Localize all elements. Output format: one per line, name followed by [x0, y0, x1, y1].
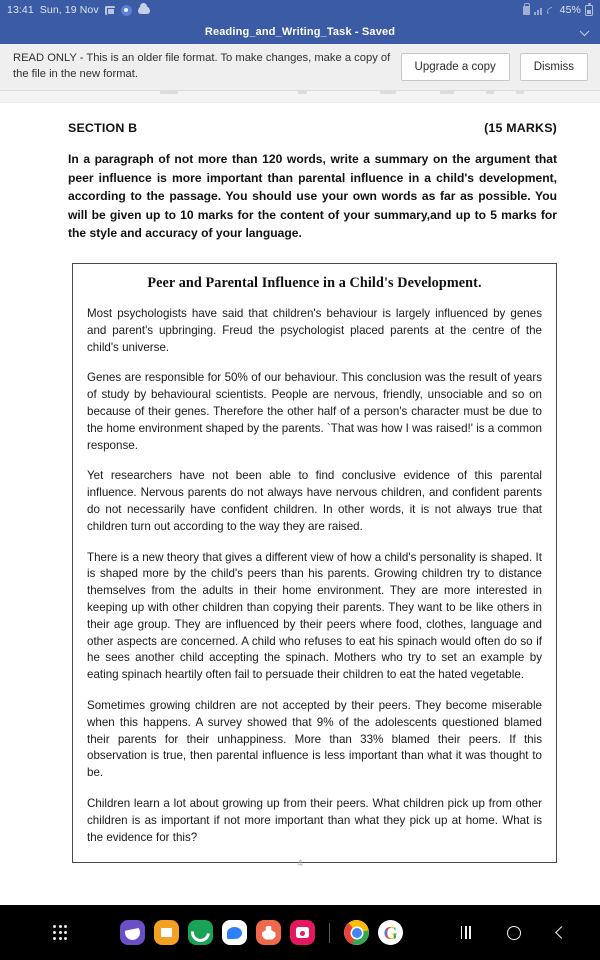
- screenshot-icon: [105, 6, 115, 15]
- dock-divider: [329, 923, 330, 943]
- section-marks-label: (15 MARKS): [484, 121, 557, 135]
- recents-button[interactable]: [461, 926, 471, 939]
- passage-paragraph: Children learn a lot about growing up from their peers. What children pick up from other children is as important if not more important than what they pick up at home. What is the evidence for this?: [87, 796, 542, 844]
- status-bar-left: [7, 4, 150, 16]
- passage-paragraph: Genes are responsible for 50% of our behaviour. This conclusion was the result of years of study by behavioural scientists. People are nervous, friendly, unsociable and so on because of their genes. Therefore the other half of a person's character must be due to the home environment shaped by the parents. `That was how I was raised!' is a common response.: [87, 371, 542, 452]
- google-glyph: G: [383, 922, 398, 943]
- document-page[interactable]: [0, 103, 600, 911]
- android-navigation-bar: [461, 926, 600, 940]
- document-title-bar: [0, 20, 600, 44]
- my-files-icon[interactable]: [154, 920, 179, 945]
- disc-icon: [121, 5, 132, 16]
- status-bar-right: [523, 4, 593, 16]
- passage-paragraph: Most psychologists have said that children's behaviour is largely influenced by genes and parent's upbringing. Freud the psychologist placed parents at the centre of the child's universe.: [87, 307, 542, 354]
- dismiss-button[interactable]: Dismiss: [520, 53, 588, 81]
- read-only-banner: [0, 44, 600, 91]
- lock-icon: [523, 6, 530, 15]
- samsung-internet-icon[interactable]: [120, 920, 145, 945]
- signal-icon: [534, 6, 542, 15]
- wifi-icon: [546, 6, 556, 14]
- instagram-icon[interactable]: [290, 920, 315, 945]
- page-number: 4: [297, 858, 303, 869]
- instruction-text: In a paragraph of not more than 120 words, write a summary on the argument that peer influence is more important than parental influence in a child's development, according to the passage. You should use your own words as far as possible. You will be given up to 10 marks for the content of your summary,and up to 5 marks for the style and accuracy of your language.: [68, 152, 557, 241]
- upgrade-a-copy-button[interactable]: Upgrade a copy: [401, 53, 510, 81]
- section-header-row: [68, 121, 560, 135]
- battery-icon: [585, 5, 593, 16]
- document-toolbar-strip[interactable]: [0, 91, 600, 103]
- chevron-down-icon[interactable]: [580, 26, 590, 36]
- taskbar-dock: [120, 920, 403, 945]
- status-date: Sun, 19 Nov: [39, 4, 99, 16]
- contacts-icon[interactable]: [256, 920, 281, 945]
- status-bar: [0, 0, 600, 20]
- passage-box: [72, 263, 557, 863]
- messages-icon[interactable]: [222, 920, 247, 945]
- document-content: [0, 103, 600, 863]
- battery-percent-label: 45%: [559, 4, 581, 16]
- back-button[interactable]: [555, 926, 568, 939]
- read-only-message: READ ONLY - This is an older file format. To make changes, make a copy of the file in the new format.: [13, 52, 391, 80]
- passage-paragraph: Sometimes growing children are not accepted by their peers. They become miserable when this happens. A survey showed that 9% of the adolescents questioned blamed their parents for their unhappiness. More than 33% blamed their peers. If this observation is true, then parental influence is less important than what it was thought to be.: [87, 698, 542, 780]
- document-title: Reading_and_Writing_Task - Saved: [204, 26, 396, 38]
- phone-icon[interactable]: [188, 920, 213, 945]
- banner-actions: [401, 53, 588, 81]
- passage-paragraph: There is a new theory that gives a different view of how a child's personality is shaped. It is shaped more by the child's peers than his parents. Growing children try to distance themselves from the adults in their home environment. They are more interested in keeping up with other children than copying their parents. They want to be like others in their age group. They are influenced by their peers where food, clothes, language and other aspects are concerned. A child who refuses to eat his spinach would often do so if he sees another child accepting the spinach. Mothers who try to set an example by eating spinach heartily often fail to persuade their children to eat the hated vegetable.: [87, 550, 542, 682]
- chrome-icon[interactable]: [344, 920, 369, 945]
- status-time: 13:41: [7, 4, 34, 16]
- passage-paragraph: Yet researchers have not been able to find conclusive evidence of this parental influence. Nervous parents do not always have nervous children, and confident parents do not necessarily have confident children. In other words, it is not always true that children turn out according to the way they are raised.: [87, 469, 542, 533]
- section-label: SECTION B: [68, 121, 138, 135]
- system-taskbar: [0, 905, 600, 960]
- passage-title: Peer and Parental Influence in a Child's Development.: [147, 275, 482, 292]
- apps-grid-icon: [53, 925, 67, 939]
- google-icon[interactable]: [378, 920, 403, 945]
- cloud-icon: [138, 6, 150, 14]
- home-button[interactable]: [507, 926, 521, 940]
- apps-button[interactable]: [0, 925, 120, 939]
